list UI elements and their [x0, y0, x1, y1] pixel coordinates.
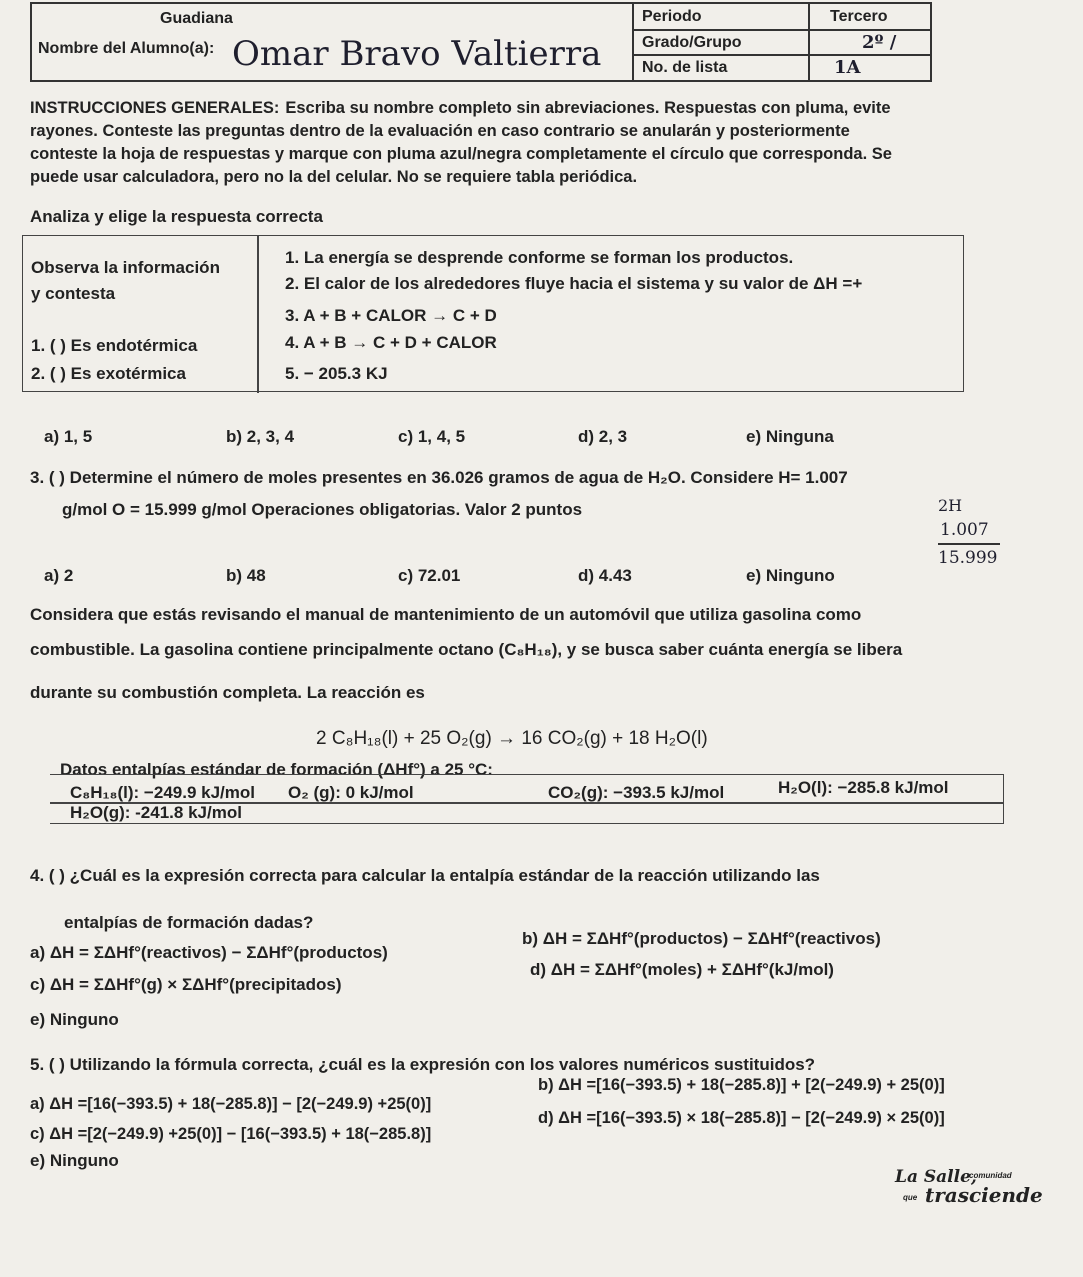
q5-option-d[interactable]: d) ΔH =[16(−393.5) × 18(−285.8)] − [2(−249.9) × 25(0)] [538, 1109, 945, 1127]
period-label-cell [632, 4, 810, 31]
q5-option-e[interactable]: e) Ninguno [30, 1151, 119, 1170]
match-right-item-1: 1. La energía se desprende conforme se forman los productos. [285, 248, 794, 267]
q12-option-d[interactable]: d) 2, 3 [578, 427, 628, 446]
match-divider [257, 236, 259, 393]
q4-option-b[interactable]: b) ΔH = ΣΔHf°(productos) − ΣΔHf°(reactivos) [522, 929, 881, 948]
q12-option-b[interactable]: b) 2, 3, 4 [226, 427, 295, 446]
match-box [22, 235, 964, 392]
list-label: No. de lista [642, 59, 728, 76]
match-right-item-5: 5. − 205.3 KJ [285, 364, 388, 383]
footer-tag: trasciende [925, 1183, 1043, 1207]
enthalpy-item-octane: C₈H₁₈(l): −249.9 kJ/mol [70, 783, 255, 802]
list-label-cell [632, 56, 810, 80]
q3-option-b[interactable]: b) 48 [226, 566, 266, 585]
group-value: 2º / [862, 32, 897, 53]
context-line-3: durante su combustión completa. La reacción es [30, 683, 425, 702]
q3-line-1: 3. ( ) Determine el número de moles presentes en 36.026 gramos de agua de H₂O. Considere H= 1.007 [30, 468, 848, 487]
footer-small: comunidad [969, 1171, 1012, 1180]
footer-que: que [903, 1193, 918, 1202]
reaction-equation: 2 C₈H₁₈(l) + 25 O₂(g) → 16 CO₂(g) + 18 H₂O(l) [316, 728, 708, 749]
group-label-cell [632, 31, 810, 56]
q3-note-1: 2H [938, 496, 963, 515]
q4-option-a[interactable]: a) ΔH = ΣΔHf°(reactivos) − ΣΔHf°(productos) [30, 943, 388, 962]
q5-option-a[interactable]: a) ΔH =[16(−393.5) + 18(−285.8)] − [2(−249.9) +25(0)] [30, 1095, 432, 1113]
enthalpy-title: Datos entalpías estándar de formación (ΔHf°) a 25 °C: [60, 760, 493, 779]
q3-line-2: g/mol O = 15.999 g/mol Operaciones obligatorias. Valor 2 puntos [62, 500, 583, 519]
q3-note-3: 15.999 [938, 548, 998, 568]
period-label: Periodo [642, 8, 702, 25]
q3-option-d[interactable]: d) 4.43 [578, 566, 632, 585]
match-right-item-4: 4. A + B → C + D + CALOR [285, 333, 497, 352]
enthalpy-item-h2o-l: H₂O(l): −285.8 kJ/mol [778, 778, 949, 797]
instructions-label: INSTRUCCIONES GENERALES: [30, 99, 280, 117]
q3-note-2: 1.007 [940, 520, 989, 540]
instructions-line-2: rayones. Conteste las preguntas dentro de la evaluación en caso contrario se anularán y posteriormente [30, 122, 850, 140]
q4-option-e[interactable]: e) Ninguno [30, 1010, 119, 1029]
header-table [30, 2, 932, 82]
q12-option-c[interactable]: c) 1, 4, 5 [398, 427, 466, 446]
q12-option-a[interactable]: a) 1, 5 [44, 427, 93, 446]
footer-brand: La Salle, [895, 1167, 977, 1187]
enthalpy-item-co2: CO₂(g): −393.5 kJ/mol [548, 783, 725, 802]
list-value: 1A [834, 57, 861, 78]
q3-option-e[interactable]: e) Ninguno [746, 566, 835, 585]
instructions-line-1 [30, 97, 1050, 120]
match-right-item-2: 2. El calor de los alrededores fluye hacia el sistema y su valor de ΔH =+ [285, 274, 863, 293]
q12-option-e[interactable]: e) Ninguna [746, 427, 834, 446]
name-label: Nombre del Alumno(a): [38, 40, 215, 57]
enthalpy-item-o2: O₂ (g): 0 kJ/mol [288, 783, 414, 802]
list-value-cell [810, 56, 930, 80]
instructions [30, 97, 1050, 189]
match-left-title-1: Observa la información [31, 258, 220, 277]
q3-option-a[interactable]: a) 2 [44, 566, 74, 585]
context-line-2: combustible. La gasolina contiene principalmente octano (C₈H₁₈), y se busca saber cuánta energía se libera [30, 640, 903, 659]
context-line-1: Considera que estás revisando el manual de mantenimiento de un automóvil que utiliza gasolina como [30, 605, 862, 624]
q5-option-b[interactable]: b) ΔH =[16(−393.5) + 18(−285.8)] + [2(−249.9) + 25(0)] [538, 1076, 945, 1094]
q4-line-2: entalpías de formación dadas? [64, 913, 314, 932]
instructions-line-4: puede usar calculadora, pero no la del celular. No se requiere tabla periódica. [30, 168, 638, 186]
group-value-cell [810, 31, 930, 56]
q4-line-1: 4. ( ) ¿Cuál es la expresión correcta para calcular la entalpía estándar de la reacción utilizando las [30, 866, 820, 885]
instructions-text-1: Escriba su nombre completo sin abreviaciones. Respuestas con pluma, evite [285, 99, 891, 117]
period-value: Tercero [830, 8, 888, 25]
match-left-title-2: y contesta [31, 284, 116, 303]
match-left-q1[interactable]: 1. ( ) Es endotérmica [31, 336, 198, 355]
school-name: Guadiana [160, 10, 233, 27]
q4-option-d[interactable]: d) ΔH = ΣΔHf°(moles) + ΣΔHf°(kJ/mol) [530, 960, 834, 979]
period-value-cell [810, 4, 930, 31]
name-value: Omar Bravo Valtierra [232, 34, 602, 74]
school-cell [32, 4, 632, 32]
match-right-item-3: 3. A + B + CALOR → C + D [285, 306, 497, 325]
q5-option-c[interactable]: c) ΔH =[2(−249.9) +25(0)] − [16(−393.5) + 18(−285.8)] [30, 1125, 432, 1143]
match-left-q2[interactable]: 2. ( ) Es exotérmica [31, 364, 186, 383]
q4-option-c[interactable]: c) ΔH = ΣΔHf°(g) × ΣΔHf°(precipitados) [30, 975, 342, 994]
section-title: Analiza y elige la respuesta correcta [30, 207, 323, 226]
instructions-line-3: conteste la hoja de respuestas y marque con pluma azul/negra completamente el círculo que corresponda. Se [30, 145, 892, 163]
q5-line-1: 5. ( ) Utilizando la fórmula correcta, ¿cuál es la expresión con los valores numéricos sustituidos? [30, 1055, 816, 1074]
q3-note-line [938, 543, 1000, 545]
enthalpy-item-h2o-g: H₂O(g): -241.8 kJ/mol [70, 803, 242, 822]
group-label: Grado/Grupo [642, 34, 742, 51]
q3-option-c[interactable]: c) 72.01 [398, 566, 461, 585]
footer-logo [895, 1167, 1055, 1217]
